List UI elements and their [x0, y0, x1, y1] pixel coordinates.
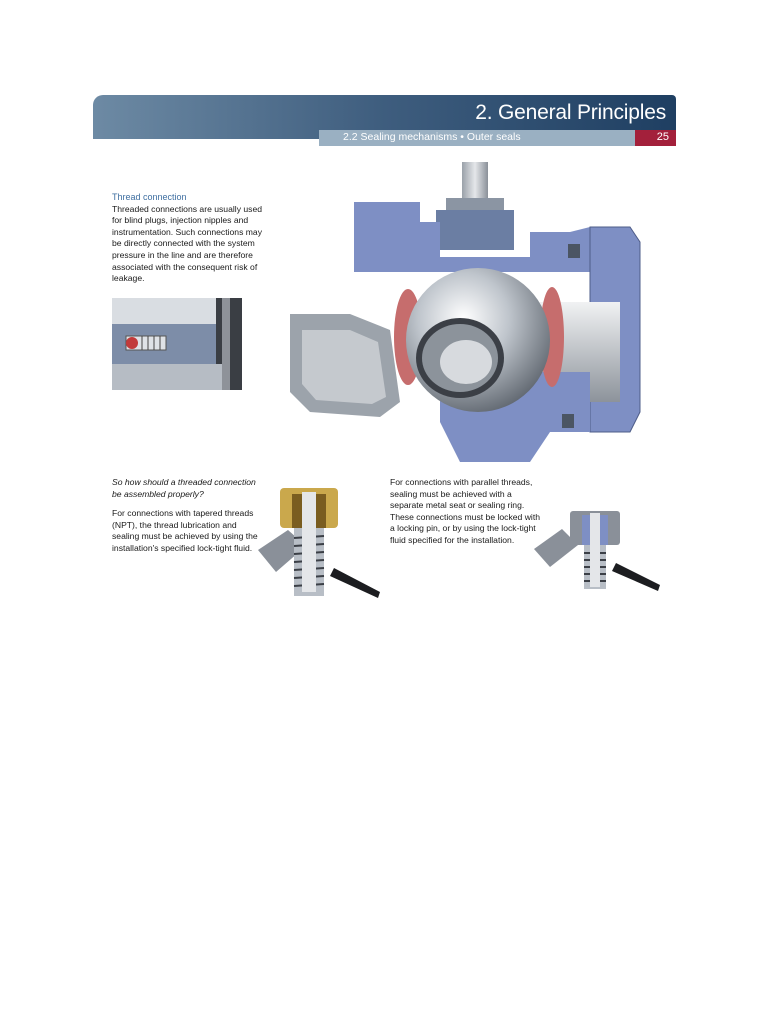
tapered-thread-body: For connections with tapered threads (NPT), the thread lubrication and sealing must be achieved by using the installation's specified lock-tight fluid.: [112, 508, 258, 553]
page-number-badge: [635, 130, 676, 146]
parallel-thread-fitting-illustration: [530, 505, 662, 595]
assembly-question: So how should a threaded connection be assembled properly?: [112, 477, 256, 499]
chapter-title: 2. General Principles: [475, 101, 666, 124]
section-title: 2.2 Sealing mechanisms • Outer seals: [343, 131, 521, 143]
page-number: 25: [656, 131, 669, 143]
parallel-thread-text-block: [390, 477, 540, 547]
parallel-thread-body: For connections with parallel threads, sealing must be achieved with a separate metal seat or sealing ring. These connections must be locked with a locking pin, or by using the lock-tight fluid specified for the installation.: [390, 477, 540, 545]
tapered-thread-fitting-illustration: [248, 480, 380, 600]
intro-text-block: [112, 192, 272, 285]
section-subheader: [319, 130, 635, 146]
thread-plug-photo: [112, 298, 242, 390]
ball-valve-cutaway-illustration: [290, 162, 662, 462]
intro-heading: Thread connection: [112, 192, 187, 202]
tapered-thread-text-block: [112, 477, 262, 555]
intro-body: Threaded connections are usually used for blind plugs, injection nipples and instrumentation. Such connections may be directly connected with the system pressure in the line and are therefore associated with the consequent risk of leakage.: [112, 203, 263, 284]
